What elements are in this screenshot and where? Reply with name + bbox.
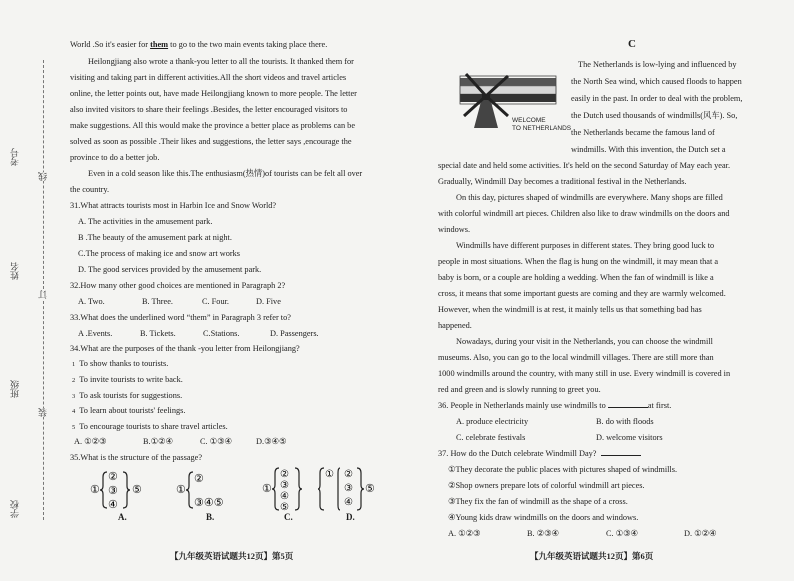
svg-text:④: ④ [108, 499, 118, 511]
q33-option: A .Events. [78, 329, 113, 338]
answer-blank [601, 455, 641, 456]
q37-option: B. ②③④ [527, 529, 559, 538]
passage-line: happened. [438, 321, 472, 330]
structure-figure-a [90, 468, 160, 517]
q37-item: ③They fix the fan of windmill as the shape of a cross. [448, 497, 628, 506]
q33-option: B. Tickets. [140, 329, 176, 338]
q31-option: C.The process of making ice and snow art works [78, 249, 240, 258]
svg-text:②: ② [194, 473, 204, 485]
passage-line: special date and held some activities. It's held on the second Saturday of May each year. [438, 161, 731, 170]
passage-line: Gradually, Windmill Day becomes a traditional festival in the Netherlands. [438, 177, 687, 186]
svg-text:①: ① [262, 483, 272, 495]
svg-text:①: ① [176, 484, 186, 496]
label-xuexiao: 学校 [10, 500, 20, 518]
marker-xian: 线 [38, 172, 48, 181]
q32-stem: 32.How many other good choices are mentioned in Paragraph 2? [70, 281, 286, 290]
figure-label-d: D. [346, 512, 355, 522]
q32-option: C. Four. [202, 297, 229, 306]
q36-stem: 36. People in Netherlands mainly use windmills to at first. [438, 401, 672, 410]
q36-option: A. produce electricity [456, 417, 529, 426]
para-line: the country. [70, 185, 110, 194]
q36-option: C. celebrate festivals [456, 433, 526, 442]
svg-text:④: ④ [344, 497, 353, 508]
svg-text:③: ③ [108, 485, 118, 497]
svg-text:⑤: ⑤ [132, 484, 142, 496]
binding-margin [0, 0, 62, 581]
svg-text:②: ② [280, 469, 289, 480]
q32-option: B. Three. [142, 297, 173, 306]
passage-line: Windmills have different purposes in different states. They bring good luck to [456, 241, 715, 250]
page-footer-right: 【九年级英语试题共12页】第6页 [530, 551, 654, 561]
q34-item: 5 To encourage tourists to share travel articles. [72, 422, 228, 431]
para-line: World .So it's easier for them to go to the two main events taking place there. [70, 40, 328, 49]
structure-figure-b [176, 468, 246, 517]
passage-line: easily in the past. In order to deal with the problem, [571, 94, 743, 103]
windmill-icon [452, 68, 572, 136]
q34-item: 3 To ask tourists for suggestions. [72, 391, 183, 400]
passage-line: windmills. With this invention, the Dutch set a [571, 145, 726, 154]
q37-option: A. ①②③ [448, 529, 481, 538]
passage-line: 1000 windmills around the country, with many still in use. Every windmill is covered in [438, 369, 731, 378]
passage-line: the Netherlands became the famous land of [571, 128, 715, 137]
q37-option: D. ①②④ [684, 529, 717, 538]
section-title: C [628, 38, 636, 50]
passage-line: museums. Also, you can go to the local windmill villages. There are still more than [438, 353, 714, 362]
q31-stem: 31.What attracts tourists most in Harbin Ice and Snow World? [70, 201, 277, 210]
windmill-illustration [452, 68, 572, 136]
page-footer-left: 【九年级英语试题共12页】第5页 [170, 551, 294, 561]
q34-option: A. ①②③ [74, 437, 107, 446]
q36-option: B. do with floods [596, 417, 654, 426]
q34-stem: 34.What are the purposes of the thank -you letter from Heilongjiang? [70, 344, 300, 353]
para-line: visiting and taking part in different activities.All the short videos and travel articles [70, 73, 347, 82]
bracket-diagram [90, 468, 160, 512]
passage-line: red and green and is slowly running to greet you. [438, 385, 601, 394]
q34-option: D.③④⑤ [256, 437, 287, 446]
q34-item: 4 To learn about tourists' feelings. [72, 406, 186, 415]
svg-text:②: ② [344, 469, 353, 480]
q37-stem: 37. How do the Dutch celebrate Windmill Day? [438, 449, 641, 459]
q36-option: D. welcome visitors [596, 433, 663, 442]
q34-option: B.①②④ [143, 437, 173, 446]
svg-text:TO NETHERLANDS: TO NETHERLANDS [512, 125, 572, 132]
q34-item: 2 To invite tourists to write back. [72, 375, 183, 384]
svg-text:⑤: ⑤ [365, 483, 375, 495]
passage-line: windows. [438, 225, 471, 234]
para-line: Heilongjiang also wrote a thank-you letter to all the tourists. It thanked them for [88, 57, 354, 66]
structure-figure-d [318, 464, 388, 519]
q32-option: D. Five [256, 297, 281, 306]
q35-stem: 35.What is the structure of the passage? [70, 453, 203, 462]
passage-line: the Dutch used thousands of windmills(风车). So, [571, 111, 738, 120]
q34-item: 1 To show thanks to tourists. [72, 359, 169, 368]
svg-text:WELCOME: WELCOME [512, 117, 546, 124]
underlined-word: them [150, 40, 169, 49]
figure-label-a: A. [118, 512, 127, 522]
figure-label-c: C. [284, 512, 293, 522]
passage-line: However, when the windmill is at rest, it mainly tells us that something bad has [438, 305, 702, 314]
svg-text:⑤: ⑤ [280, 502, 289, 513]
passage-line: cross, it means that some important guests are coming and they are warmly welcomed. [438, 289, 726, 298]
bracket-diagram [262, 464, 322, 514]
q33-option: D. Passengers. [270, 329, 319, 338]
para-line: solved as soon as possible .Their likes and suggestions, the letter says ,encourage the [70, 137, 352, 146]
passage-line: baby is born, or a couple are holding a wedding. When the fan of windmill is like a [438, 273, 714, 282]
bracket-diagram [318, 464, 388, 514]
q31-option: D. The good services provided by the amusement park. [78, 265, 262, 274]
q33-option: C.Stations. [203, 329, 240, 338]
passage-line: Nowadays, during your visit in the Netherlands, you can choose the windmill [456, 337, 713, 346]
svg-text:③: ③ [344, 483, 353, 494]
q31-option: A. The activities in the amusement park. [78, 217, 213, 226]
q37-item: ④Young kids draw windmills on the doors and windows. [448, 513, 639, 522]
label-kaohao: 考号 [10, 148, 20, 166]
structure-figure-c [262, 464, 322, 519]
q32-option: A. Two. [78, 297, 105, 306]
label-xingming: 姓名 [10, 262, 20, 280]
para-line: also invited visitors to share their feelings .Besides, the letter encouraged visitors to [70, 105, 348, 114]
q37-item: ②Shop owners prepare lots of colorful windmill art pieces. [448, 481, 645, 490]
svg-text:③: ③ [280, 480, 289, 491]
svg-text:①: ① [325, 469, 334, 480]
svg-text:④: ④ [280, 491, 289, 502]
q33-stem: 33.What does the underlined word “them” in Paragraph 3 refer to? [70, 313, 291, 322]
figure-label-b: B. [206, 512, 215, 522]
svg-text:②: ② [108, 471, 118, 483]
q31-option: B .The beauty of the amusement park at night. [78, 233, 232, 242]
passage-line: the North Sea wind, which caused floods to happen [571, 77, 742, 86]
passage-line: people in most situations. When the flag is hung on the windmill, it may mean that a [438, 257, 719, 266]
q37-item: ①They decorate the public places with pictures shaped of windmills. [448, 465, 678, 474]
q37-option: C. ①③④ [606, 529, 638, 538]
marker-ding: 订 [38, 290, 48, 299]
marker-zhuang: 装 [38, 408, 48, 417]
passage-line: with colorful windmill art pieces. Children also like to draw windmills on the doors and [438, 209, 730, 218]
svg-text:①: ① [90, 484, 100, 496]
answer-blank [608, 407, 648, 408]
bracket-diagram [176, 468, 246, 512]
para-line: province to do a better job. [70, 153, 160, 162]
para-line: online, the letter points out, have made Heilongjiang known to more people. The letter [70, 89, 357, 98]
para-line: Even in a cold season like this.The enthusiasm(热情)of tourists can be felt all over [88, 169, 363, 178]
svg-text:③④⑤: ③④⑤ [194, 497, 224, 509]
para-line: make suggestions. All this would make the province a better place as problems can be [70, 121, 356, 130]
q34-option: C. ①③④ [200, 437, 232, 446]
passage-line: On this day, pictures shaped of windmills are everywhere. Many shops are filled [456, 193, 723, 202]
label-banji: 班级 [10, 380, 20, 398]
passage-line: The Netherlands is low-lying and influenced by [578, 60, 737, 69]
